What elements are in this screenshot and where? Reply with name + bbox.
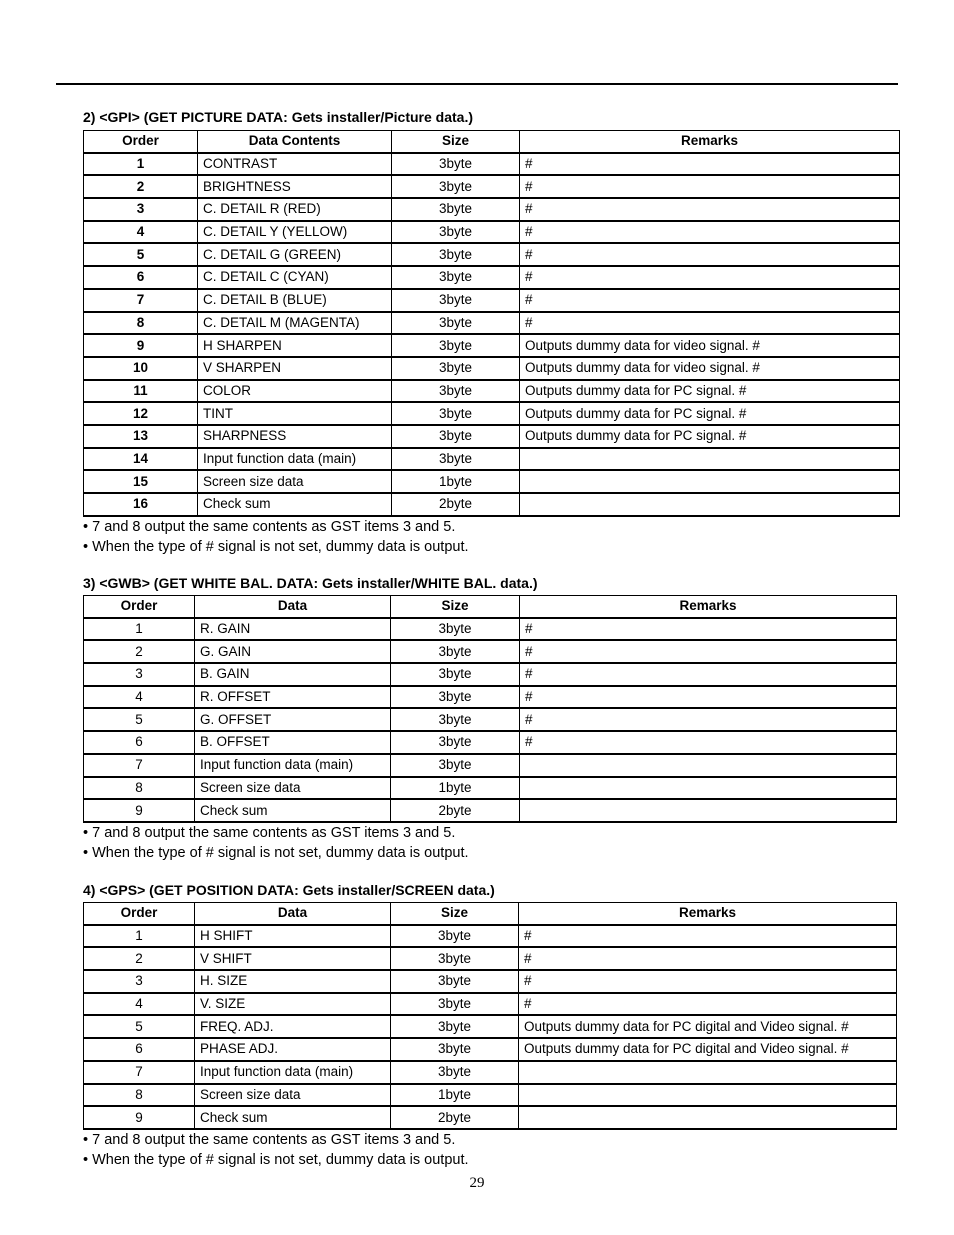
cell-data: Input function data (main)	[195, 1062, 391, 1085]
cell-remarks	[519, 1062, 897, 1085]
note-line: • When the type of # signal is not set, dummy data is output.	[83, 539, 469, 556]
cell-order: 2	[84, 948, 195, 971]
cell-remarks: #	[520, 313, 900, 336]
cell-remarks: #	[520, 222, 900, 245]
cell-size: 3byte	[392, 313, 520, 336]
note-line: • When the type of # signal is not set, dummy data is output.	[83, 845, 469, 862]
table-row	[84, 800, 897, 823]
cell-order: 9	[84, 335, 198, 358]
cell-remarks	[519, 1107, 897, 1130]
cell-data: G. OFFSET	[195, 709, 391, 732]
cell-remarks	[519, 1085, 897, 1108]
header-data: Data	[195, 903, 391, 926]
cell-order: 6	[84, 1039, 195, 1062]
table-row	[84, 1016, 897, 1039]
cell-size: 3byte	[391, 1039, 519, 1062]
table-row	[84, 778, 897, 801]
cell-data: C. DETAIL B (BLUE)	[198, 290, 392, 313]
header-size: Size	[392, 131, 520, 154]
section-gpi	[83, 107, 900, 558]
cell-remarks	[520, 778, 897, 801]
cell-size: 3byte	[391, 732, 520, 755]
section-gwb	[83, 573, 897, 864]
cell-order: 13	[84, 426, 198, 449]
cell-remarks: #	[520, 687, 897, 710]
table-row	[84, 381, 900, 404]
cell-remarks: #	[519, 971, 897, 994]
cell-data: C. DETAIL G (GREEN)	[198, 244, 392, 267]
table-header-row	[84, 131, 900, 154]
cell-remarks	[520, 494, 900, 517]
header-remarks: Remarks	[520, 596, 897, 619]
header-size: Size	[391, 903, 519, 926]
cell-size: 1byte	[391, 778, 520, 801]
cell-order: 15	[84, 471, 198, 494]
cell-remarks: #	[520, 664, 897, 687]
cell-remarks: Outputs dummy data for PC digital and Video signal. #	[519, 1016, 897, 1039]
cell-data: R. OFFSET	[195, 687, 391, 710]
cell-data: H. SIZE	[195, 971, 391, 994]
cell-size: 3byte	[391, 1062, 519, 1085]
cell-size: 3byte	[391, 994, 519, 1017]
cell-size: 3byte	[391, 926, 519, 949]
header-size: Size	[391, 596, 520, 619]
table-row	[84, 222, 900, 245]
cell-data: BRIGHTNESS	[198, 176, 392, 199]
cell-data: H SHIFT	[195, 926, 391, 949]
cell-data: PHASE ADJ.	[195, 1039, 391, 1062]
table-header-row	[84, 596, 897, 619]
header-order: Order	[84, 903, 195, 926]
cell-order: 2	[84, 641, 195, 664]
cell-data: C. DETAIL Y (YELLOW)	[198, 222, 392, 245]
section-gps	[83, 880, 897, 1171]
cell-order: 16	[84, 494, 198, 517]
cell-data: FREQ. ADJ.	[195, 1016, 391, 1039]
cell-order: 3	[84, 199, 198, 222]
note-line: • 7 and 8 output the same contents as GST items 3 and 5.	[83, 518, 456, 535]
header-remarks: Remarks	[519, 903, 897, 926]
cell-size: 3byte	[392, 426, 520, 449]
cell-order: 7	[84, 290, 198, 313]
cell-order: 7	[84, 755, 195, 778]
cell-size: 3byte	[391, 948, 519, 971]
cell-data: C. DETAIL M (MAGENTA)	[198, 313, 392, 336]
cell-data: V SHIFT	[195, 948, 391, 971]
cell-remarks: #	[520, 176, 900, 199]
cell-order: 8	[84, 1085, 195, 1108]
table-row	[84, 290, 900, 313]
cell-data: Check sum	[198, 494, 392, 517]
cell-remarks: #	[520, 290, 900, 313]
cell-order: 14	[84, 449, 198, 472]
cell-order: 4	[84, 687, 195, 710]
cell-size: 3byte	[391, 641, 520, 664]
cell-remarks: #	[519, 948, 897, 971]
cell-order: 12	[84, 403, 198, 426]
cell-data: V SHARPEN	[198, 358, 392, 381]
table-row	[84, 755, 897, 778]
cell-size: 3byte	[391, 619, 520, 642]
header-data: Data	[195, 596, 391, 619]
table-row	[84, 199, 900, 222]
table-row	[84, 176, 900, 199]
cell-data: B. GAIN	[195, 664, 391, 687]
cell-size: 1byte	[392, 471, 520, 494]
cell-remarks: #	[520, 619, 897, 642]
table-row	[84, 471, 900, 494]
table-row	[84, 619, 897, 642]
cell-size: 2byte	[391, 800, 520, 823]
table-row	[84, 641, 897, 664]
cell-size: 3byte	[392, 290, 520, 313]
header-rule	[56, 83, 898, 85]
gpi-table	[83, 130, 900, 517]
cell-order: 6	[84, 732, 195, 755]
table-row	[84, 1085, 897, 1108]
cell-data: COLOR	[198, 381, 392, 404]
cell-size: 3byte	[392, 335, 520, 358]
cell-data: G. GAIN	[195, 641, 391, 664]
cell-order: 11	[84, 381, 198, 404]
table-row	[84, 732, 897, 755]
note-line: • 7 and 8 output the same contents as GST items 3 and 5.	[83, 1131, 456, 1148]
notes	[83, 1130, 897, 1171]
cell-size: 3byte	[392, 267, 520, 290]
note-line: • When the type of # signal is not set, dummy data is output.	[83, 1152, 469, 1169]
cell-size: 3byte	[392, 381, 520, 404]
cell-remarks	[520, 449, 900, 472]
cell-remarks: #	[519, 926, 897, 949]
table-row	[84, 1107, 897, 1130]
cell-size: 3byte	[392, 199, 520, 222]
table-row	[84, 426, 900, 449]
cell-remarks: #	[520, 267, 900, 290]
cell-order: 8	[84, 313, 198, 336]
cell-remarks: Outputs dummy data for PC signal. #	[520, 381, 900, 404]
cell-data: CONTRAST	[198, 154, 392, 177]
cell-size: 2byte	[391, 1107, 519, 1130]
cell-size: 1byte	[391, 1085, 519, 1108]
cell-remarks: #	[520, 154, 900, 177]
cell-data: SHARPNESS	[198, 426, 392, 449]
cell-remarks: Outputs dummy data for PC digital and Video signal. #	[519, 1039, 897, 1062]
cell-order: 1	[84, 619, 195, 642]
page-number: 29	[469, 1175, 485, 1191]
header-data: Data Contents	[198, 131, 392, 154]
cell-data: Check sum	[195, 800, 391, 823]
cell-data: Check sum	[195, 1107, 391, 1130]
cell-remarks: #	[520, 244, 900, 267]
cell-remarks: #	[520, 641, 897, 664]
table-row	[84, 948, 897, 971]
cell-data: C. DETAIL R (RED)	[198, 199, 392, 222]
table-row	[84, 1039, 897, 1062]
cell-data: Screen size data	[195, 1085, 391, 1108]
gwb-table	[83, 595, 897, 823]
cell-remarks: #	[520, 732, 897, 755]
cell-data: Input function data (main)	[198, 449, 392, 472]
cell-data: TINT	[198, 403, 392, 426]
table-row	[84, 1062, 897, 1085]
section-title: 4) <GPS> (GET POSITION DATA: Gets installer/SCREEN data.)	[83, 882, 495, 898]
cell-order: 9	[84, 800, 195, 823]
table-row	[84, 335, 900, 358]
cell-size: 3byte	[392, 358, 520, 381]
cell-size: 3byte	[391, 664, 520, 687]
cell-remarks	[520, 755, 897, 778]
cell-size: 3byte	[391, 971, 519, 994]
notes	[83, 823, 897, 864]
cell-order: 5	[84, 1016, 195, 1039]
cell-order: 2	[84, 176, 198, 199]
section-title: 2) <GPI> (GET PICTURE DATA: Gets installer/Picture data.)	[83, 109, 474, 125]
cell-data: C. DETAIL C (CYAN)	[198, 267, 392, 290]
note-line: • 7 and 8 output the same contents as GST items 3 and 5.	[83, 824, 456, 841]
notes	[83, 517, 900, 558]
cell-remarks: Outputs dummy data for video signal. #	[520, 335, 900, 358]
cell-size: 3byte	[392, 154, 520, 177]
section-title: 3) <GWB> (GET WHITE BAL. DATA: Gets installer/WHITE BAL. data.)	[83, 575, 538, 591]
cell-size: 3byte	[392, 403, 520, 426]
cell-data: R. GAIN	[195, 619, 391, 642]
header-order: Order	[84, 131, 198, 154]
cell-order: 7	[84, 1062, 195, 1085]
cell-order: 5	[84, 244, 198, 267]
cell-data: Screen size data	[195, 778, 391, 801]
header-remarks: Remarks	[520, 131, 900, 154]
cell-size: 3byte	[391, 709, 520, 732]
table-row	[84, 971, 897, 994]
cell-remarks: #	[519, 994, 897, 1017]
cell-size: 3byte	[392, 176, 520, 199]
cell-order: 9	[84, 1107, 195, 1130]
cell-order: 5	[84, 709, 195, 732]
cell-remarks	[520, 800, 897, 823]
cell-order: 1	[84, 926, 195, 949]
table-row	[84, 154, 900, 177]
table-row	[84, 313, 900, 336]
table-row	[84, 267, 900, 290]
table-row	[84, 994, 897, 1017]
cell-size: 3byte	[391, 687, 520, 710]
cell-order: 10	[84, 358, 198, 381]
cell-size: 3byte	[391, 1016, 519, 1039]
table-header-row	[84, 903, 897, 926]
table-row	[84, 709, 897, 732]
header-order: Order	[84, 596, 195, 619]
cell-size: 3byte	[391, 755, 520, 778]
table-row	[84, 449, 900, 472]
cell-remarks: Outputs dummy data for PC signal. #	[520, 426, 900, 449]
cell-size: 2byte	[392, 494, 520, 517]
cell-order: 3	[84, 971, 195, 994]
cell-remarks: Outputs dummy data for video signal. #	[520, 358, 900, 381]
cell-order: 6	[84, 267, 198, 290]
cell-data: Screen size data	[198, 471, 392, 494]
gps-table	[83, 902, 897, 1130]
cell-size: 3byte	[392, 244, 520, 267]
cell-remarks	[520, 471, 900, 494]
cell-order: 4	[84, 222, 198, 245]
table-row	[84, 358, 900, 381]
cell-data: V. SIZE	[195, 994, 391, 1017]
cell-remarks: #	[520, 199, 900, 222]
cell-data: H SHARPEN	[198, 335, 392, 358]
cell-data: Input function data (main)	[195, 755, 391, 778]
cell-order: 1	[84, 154, 198, 177]
table-row	[84, 926, 897, 949]
cell-size: 3byte	[392, 222, 520, 245]
table-row	[84, 494, 900, 517]
table-row	[84, 664, 897, 687]
cell-remarks: Outputs dummy data for PC signal. #	[520, 403, 900, 426]
cell-order: 3	[84, 664, 195, 687]
table-row	[84, 403, 900, 426]
table-row	[84, 687, 897, 710]
cell-order: 4	[84, 994, 195, 1017]
table-row	[84, 244, 900, 267]
cell-remarks: #	[520, 709, 897, 732]
cell-order: 8	[84, 778, 195, 801]
cell-size: 3byte	[392, 449, 520, 472]
cell-data: B. OFFSET	[195, 732, 391, 755]
